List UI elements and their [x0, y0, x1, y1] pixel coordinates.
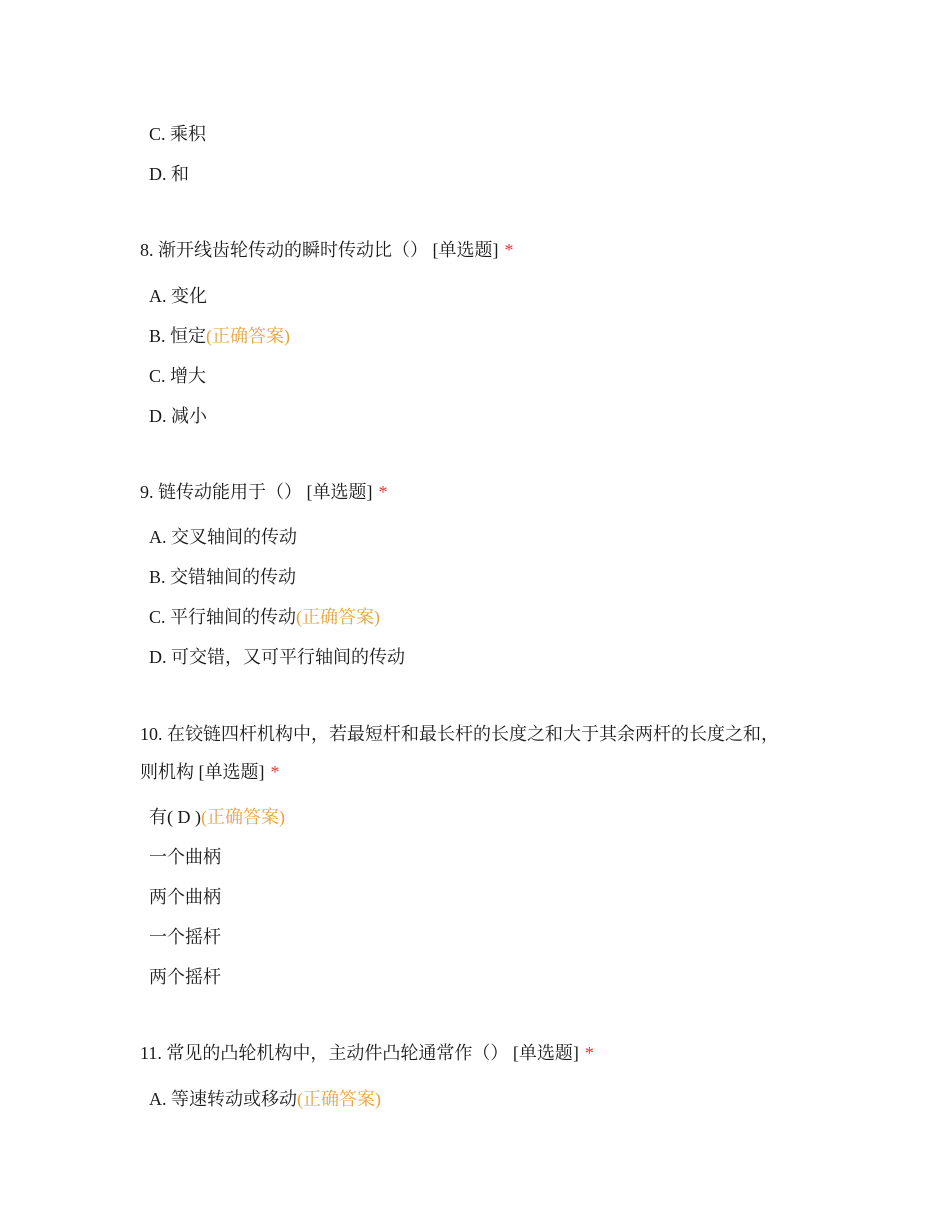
required-mark: * [270, 762, 280, 782]
q10-option-1: 有( D )(正确答案) [149, 807, 285, 827]
question-8-title: 8. 渐开线齿轮传动的瞬时传动比（） [单选题] * [140, 240, 514, 260]
question-10-title-line2: 则机构 [单选题] * [140, 762, 280, 782]
correct-answer-tag: (正确答案) [206, 326, 291, 346]
q7-option-c: C. 乘积 [149, 124, 207, 144]
q8-option-a: A. 变化 [149, 286, 207, 306]
q10-option-4: 一个摇杆 [149, 927, 221, 947]
q9-option-b: B. 交错轴间的传动 [149, 567, 297, 587]
required-mark: * [584, 1043, 594, 1063]
q8-option-b: B. 恒定(正确答案) [149, 326, 291, 346]
question-11-title: 11. 常见的凸轮机构中，主动件凸轮通常作（） [单选题] * [140, 1043, 594, 1063]
question-9-title: 9. 链传动能用于（） [单选题] * [140, 482, 388, 502]
question-10-title-line1: 10. 在铰链四杆机构中，若最短杆和最长杆的长度之和大于其余两杆的长度之和， [140, 724, 779, 744]
correct-answer-tag: (正确答案) [296, 607, 381, 627]
q10-option-5: 两个摇杆 [149, 967, 221, 987]
correct-answer-tag: (正确答案) [201, 807, 285, 827]
q11-option-a: A. 等速转动或移动(正确答案) [149, 1089, 381, 1109]
q8-option-c: C. 增大 [149, 366, 207, 386]
required-mark: * [504, 240, 514, 260]
q8-option-d: D. 减小 [149, 406, 207, 426]
q10-option-2: 一个曲柄 [149, 847, 221, 867]
q7-option-d: D. 和 [149, 164, 189, 184]
required-mark: * [378, 482, 388, 502]
q9-option-c: C. 平行轴间的传动(正确答案) [149, 607, 381, 627]
q9-option-a: A. 交叉轴间的传动 [149, 527, 297, 547]
q10-option-3: 两个曲柄 [149, 887, 221, 907]
q9-option-d: D. 可交错，又可平行轴间的传动 [149, 647, 405, 667]
correct-answer-tag: (正确答案) [297, 1089, 381, 1109]
